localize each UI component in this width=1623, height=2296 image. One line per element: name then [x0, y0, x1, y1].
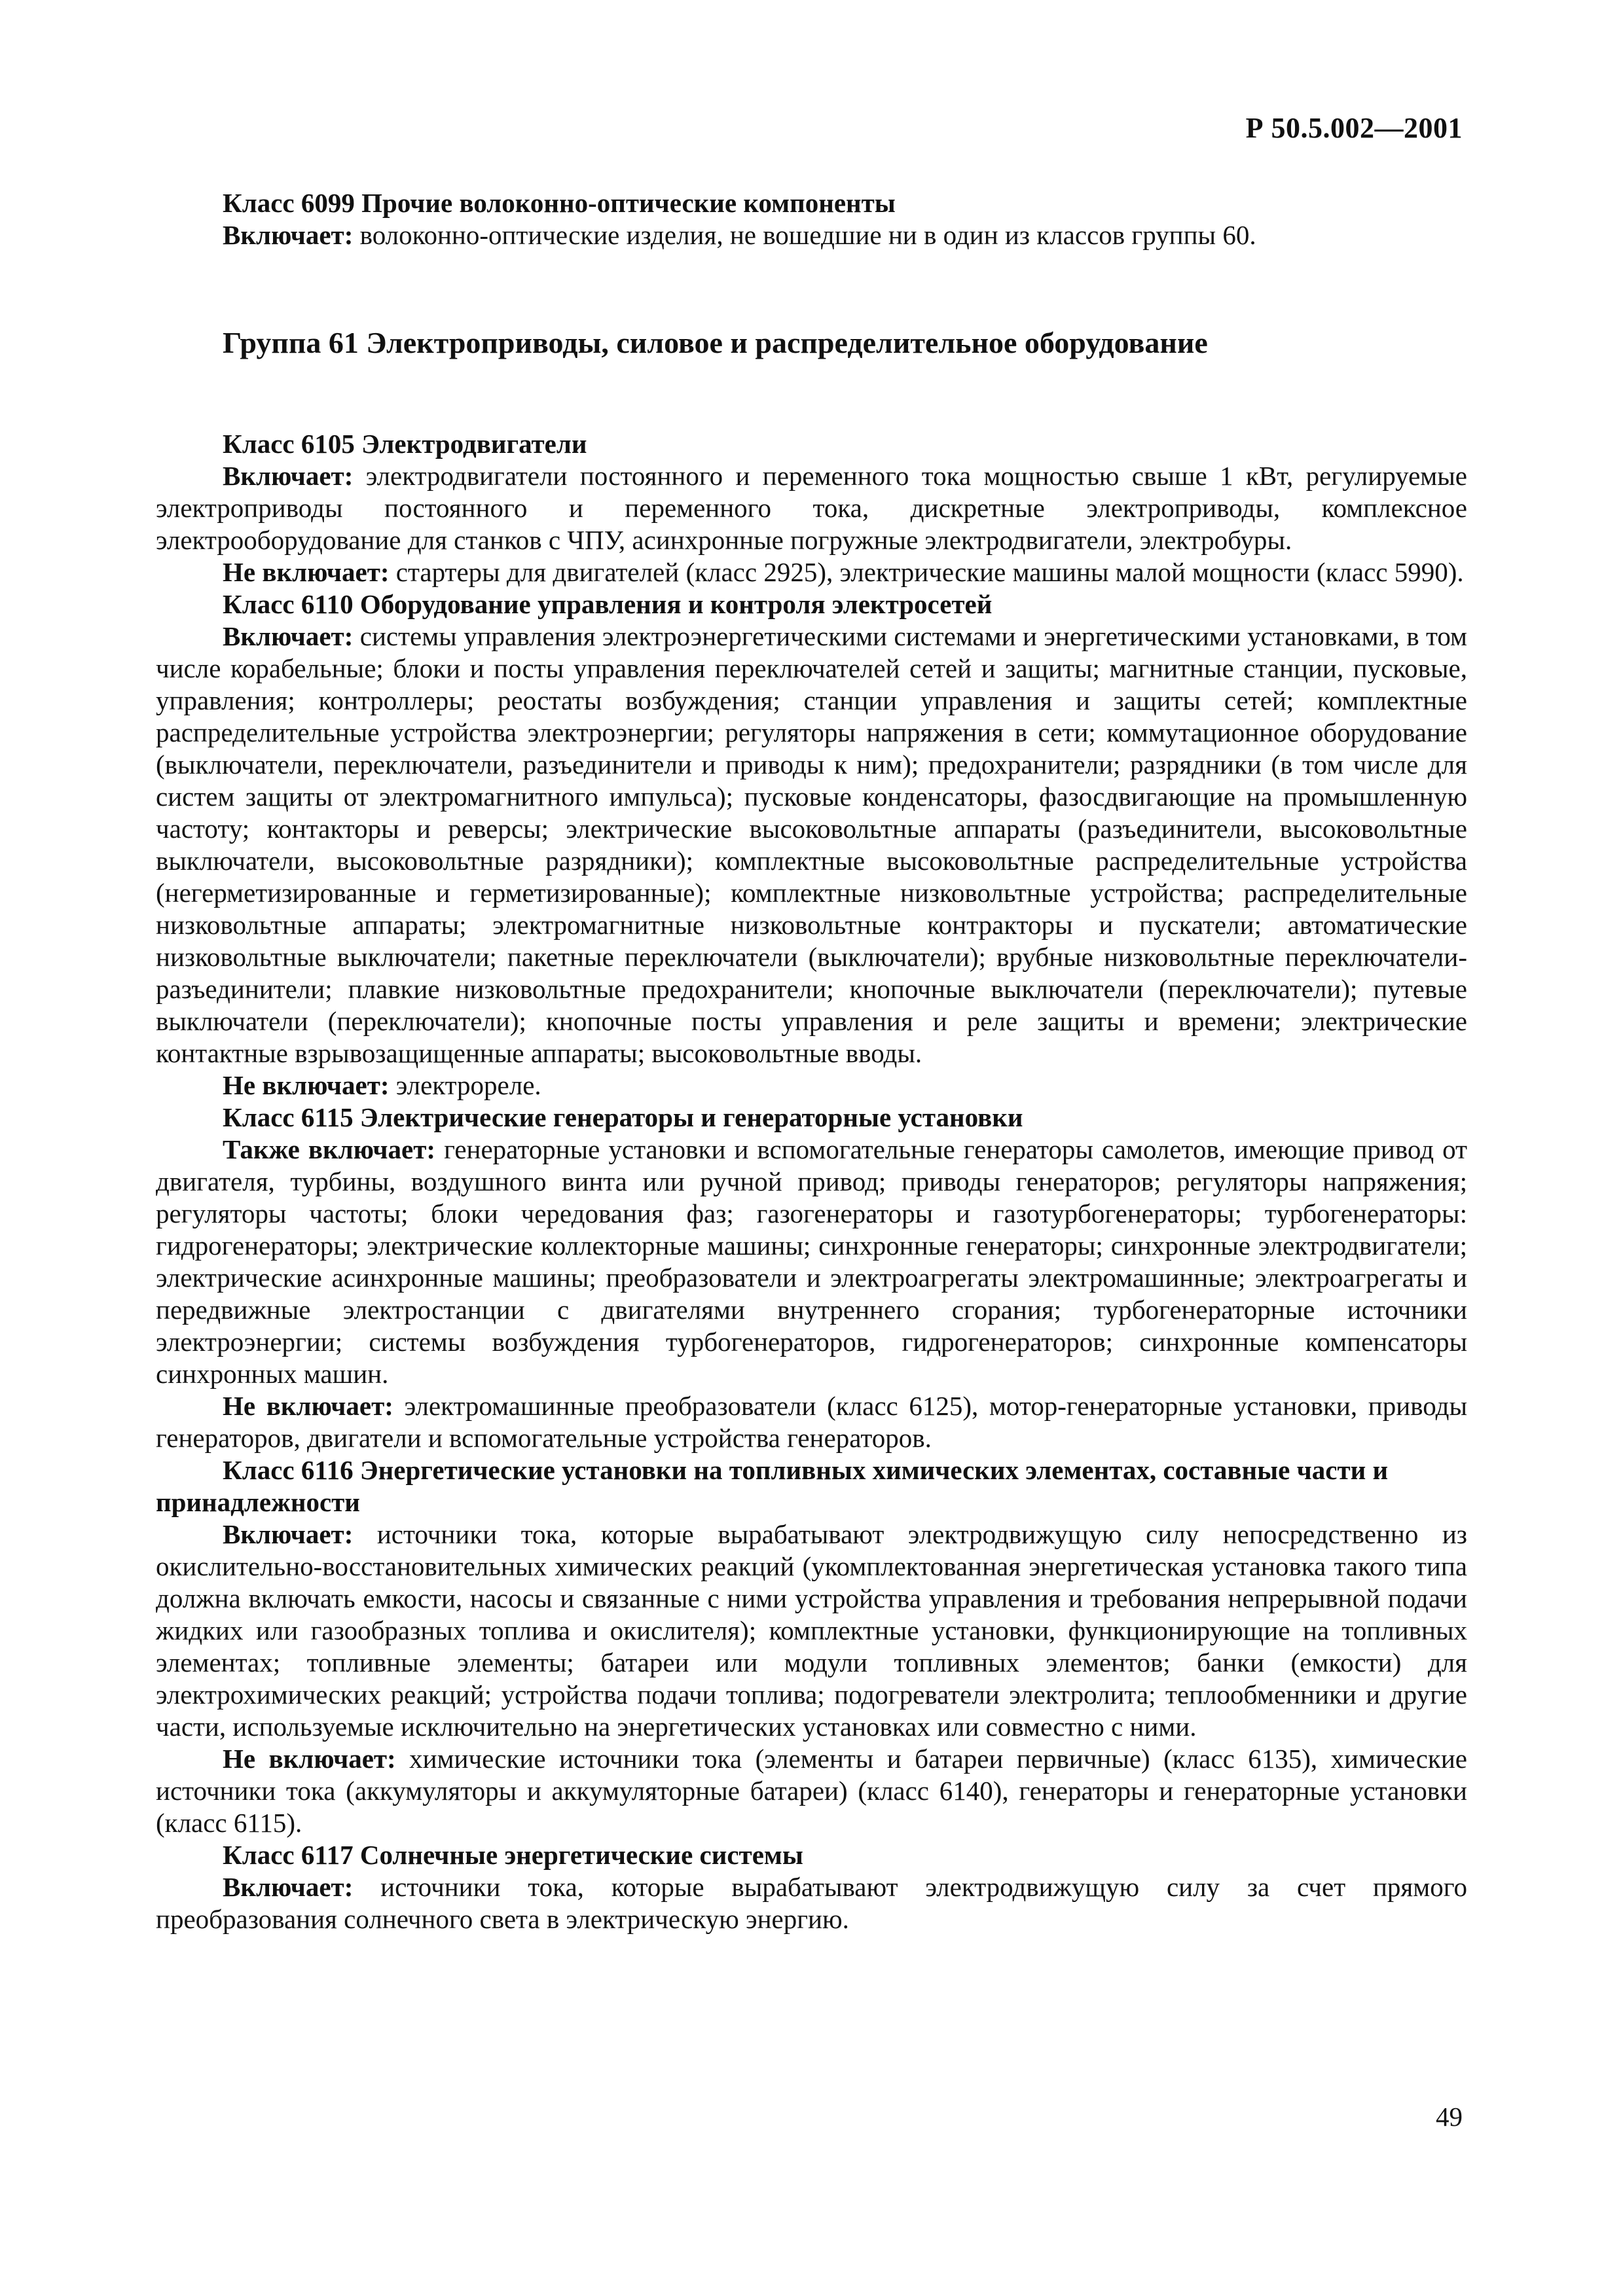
excludes-text: электромашинные преобразователи (класс 6125), мотор-генераторные установки, приводы генераторов, двигатели и вспомогательные устройства генераторов. [156, 1391, 1467, 1453]
includes-label: Включает: [223, 1519, 354, 1549]
class-6116-heading: Класс 6116 Энергетические установки на топливных химических элементах, составные части и принадлежности [156, 1455, 1389, 1517]
class-6099-includes [156, 219, 1467, 251]
class-6105-section [156, 428, 1467, 588]
class-6110-excludes [156, 1069, 1467, 1102]
class-6115-heading: Класс 6115 Электрические генераторы и генераторные установки [223, 1102, 1023, 1132]
class-6099-section [156, 187, 1467, 251]
class-6116-section [156, 1454, 1467, 1839]
includes-label: Включает: [223, 220, 354, 250]
class-6105-includes [156, 460, 1467, 556]
class-6117-section [156, 1839, 1467, 1935]
class-6110-section [156, 588, 1467, 1102]
class-6099-heading: Класс 6099 Прочие волоконно-оптические компоненты [223, 188, 896, 218]
class-6116-excludes [156, 1743, 1467, 1839]
also-includes-label: Также включает: [223, 1134, 436, 1164]
includes-text: источники тока, которые вырабатывают электродвижущую силу непосредственно из окислительно-восстановительных химических реакций (укомплектованная энергетическая установка такого типа должна включать емкости, насосы и связанные с ними устройства управления и требования непрерывной подачи жидких или газообразных топлива и окислителя); комплектные установки, функционирующие на топливных элементах; топливные элементы; батареи или модули топливных элементов; банки (емкости) для электрохимических реакций; устройства подачи топлива; подогреватели электролита; теплообменники и другие части, используемые исключительно на энергетических установках или совместно с ними. [156, 1519, 1467, 1742]
page-number: 49 [1436, 2102, 1463, 2132]
group-61-heading: Группа 61 Электроприводы, силовое и распределительное оборудование [223, 326, 1208, 359]
excludes-text: стартеры для двигателей (класс 2925), электрические машины малой мощности (класс 5990). [389, 557, 1464, 587]
excludes-label: Не включает: [223, 557, 390, 587]
includes-text: источники тока, которые вырабатывают электродвижущую силу за счет прямого преобразования солнечного света в электрическую энергию. [156, 1872, 1467, 1934]
class-6110-includes [156, 620, 1467, 1069]
includes-label: Включает: [223, 621, 354, 651]
class-6115-section [156, 1102, 1467, 1454]
class-6110-heading: Класс 6110 Оборудование управления и контроля электросетей [223, 589, 993, 619]
includes-label: Включает: [223, 1872, 354, 1902]
class-6116-includes [156, 1518, 1467, 1743]
class-6105-excludes [156, 556, 1467, 588]
excludes-text: электрореле. [389, 1070, 541, 1100]
excludes-text: химические источники тока (элементы и батареи первичные) (класс 6135), химические источники тока (аккумуляторы и аккумуляторные батареи) (класс 6140), генераторы и генераторные установки (класс 6115). [156, 1744, 1467, 1838]
class-6105-heading: Класс 6105 Электродвигатели [223, 429, 587, 459]
document-body [156, 187, 1467, 1935]
excludes-label: Не включает: [223, 1744, 396, 1774]
class-6117-heading: Класс 6117 Солнечные энергетические системы [223, 1840, 803, 1870]
includes-text: системы управления электроэнергетическими системами и энергетическими установками, в том числе корабельные; блоки и посты управления переключателей сетей и защиты; магнитные станции, пусковые, управления; контроллеры; реостаты возбуждения; станции управления и защиты сетей; комплектные распределительные устройства электроэнергии; регуляторы напряжения в сети; коммутационное оборудование (выключатели, переключатели, разъединители и приводы к ним); предохранители; разрядники (в том числе для систем защиты от электромагнитного импульса); пусковые конденсаторы, фазосдвигающие на промышленную частоту; контакторы и реверсы; электрические высоковольтные аппараты (разъединители, высоковольтные выключатели, высоковольтные разрядники); комплектные высоковольтные распределительные устройства (негерметизированные и герметизированные); комплектные низковольтные устройства; распределительные низковольтные аппараты; электромагнитные низковольтные контракторы и пускатели; автоматические низковольтные выключатели; пакетные переключатели (выключатели); врубные низковольтные переключатели-разъединители; плавкие низковольтные предохранители; кнопочные выключатели (переключатели); путевые выключатели (переключатели); кнопочные посты управления и реле защиты и времени; электрические контактные взрывозащищенные аппараты; высоковольтные вводы. [156, 621, 1467, 1068]
includes-text: электродвигатели постоянного и переменного тока мощностью свыше 1 кВт, регулируемые электроприводы постоянного и переменного тока, дискретные электроприводы, комплексное электрооборудование для станков с ЧПУ, асинхронные погружные электродвигатели, электробуры. [156, 461, 1467, 555]
includes-label: Включает: [223, 461, 354, 491]
class-6115-also-includes [156, 1134, 1467, 1390]
excludes-label: Не включает: [223, 1391, 393, 1421]
includes-text: волоконно-оптические изделия, не вошедшие ни в один из классов группы 60. [353, 220, 1256, 250]
excludes-label: Не включает: [223, 1070, 390, 1100]
class-6117-includes [156, 1871, 1467, 1935]
also-includes-text: генераторные установки и вспомогательные генераторы самолетов, имеющие привод от двигателя, турбины, воздушного винта или ручной привод; приводы генераторов; регуляторы напряжения; регуляторы частоты; блоки чередования фаз; газогенераторы и газотурбогенераторы; турбогенераторы: гидрогенераторы; электрические коллекторные машины; синхронные генераторы; синхронные электродвигатели; электрические асинхронные машины; преобразователи и электроагрегаты электромашинные; электроагрегаты и передвижные электростанции с двигателями внутреннего сгорания; турбогенераторные источники электроэнергии; системы возбуждения турбогенераторов, гидрогенераторов; синхронные компенсаторы синхронных машин. [156, 1134, 1468, 1389]
document-number: Р 50.5.002—2001 [1245, 112, 1463, 144]
class-6115-excludes [156, 1390, 1467, 1454]
